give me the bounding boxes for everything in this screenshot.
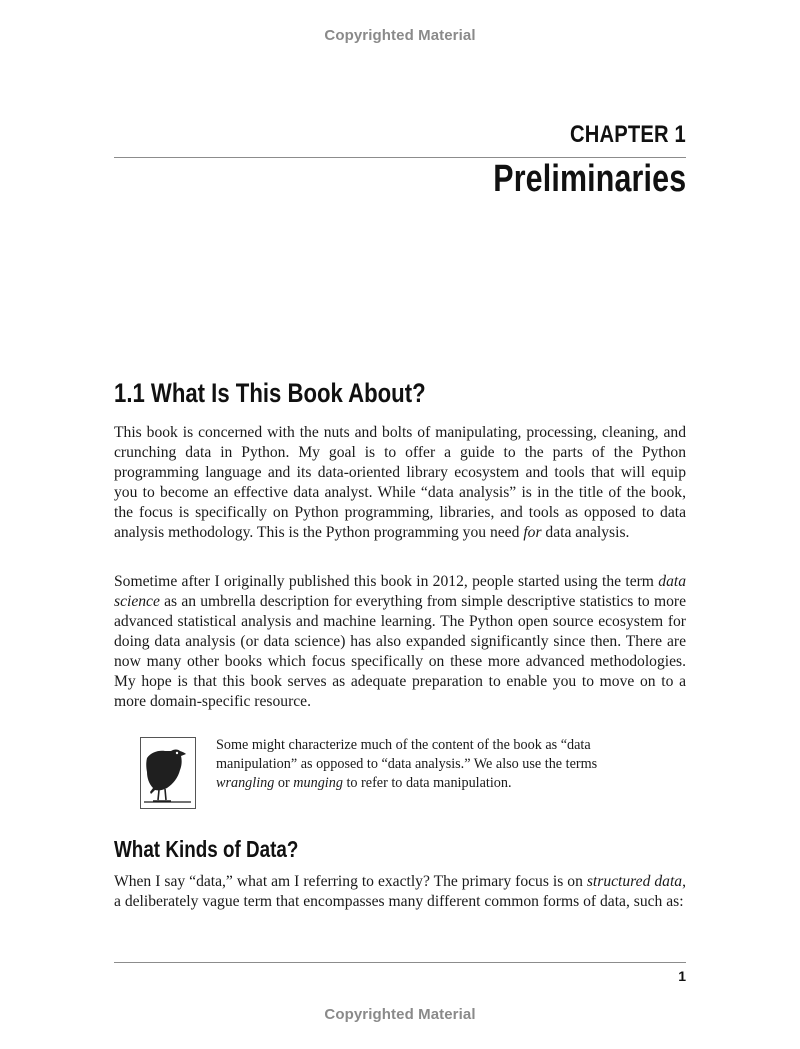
subsection-heading: What Kinds of Data?: [114, 836, 299, 862]
copyright-watermark-bottom: Copyrighted Material: [324, 1006, 476, 1023]
chapter-title: Preliminaries: [492, 158, 686, 200]
subsection-paragraph: When I say “data,” what am I referring to exactly? The primary focus is on structured data, a deliberately vague term that encompasses many different common forms of data, such as:: [114, 873, 686, 910]
section-heading: 1.1 What Is This Book About?: [114, 378, 426, 408]
chapter-label: CHAPTER 1: [570, 121, 686, 148]
section-paragraph-2: Sometime after I originally published this book in 2012, people started using the term data science as an umbrella description for everything from simple descriptive statistics to more advanced statistical analysis and machine learning. The Python open source ecosystem for doing data analysis (or data science) has also expanded significantly since then. There are now many other books which focus specifically on these more advanced methodologies. My hope is that this book serves as adequate preparation to enable you to move on to a more domain-specific resource.: [114, 573, 686, 710]
section-paragraph-1: This book is concerned with the nuts and bolts of manipulating, processing, cleaning, and crunching data in Python. My goal is to offer a guide to the parts of the Python programming language and its data-oriented library ecosystem and tools that will equip you to become an effective data analyst. While “data analysis” is in the title of the book, the focus is specifically on Python programming, libraries, and tools as opposed to data analysis methodology. This is the Python programming you need for data analysis.: [114, 424, 686, 541]
copyright-watermark-top: Copyrighted Material: [324, 27, 476, 44]
page-number: 1: [678, 968, 686, 984]
crow-icon: [140, 737, 196, 809]
footer-divider: [114, 962, 686, 963]
note-text: Some might characterize much of the content of the book as “data manipulation” as opposed to “data analysis.” We also use the terms wrangling or munging to refer to data manipulation.: [216, 737, 598, 791]
